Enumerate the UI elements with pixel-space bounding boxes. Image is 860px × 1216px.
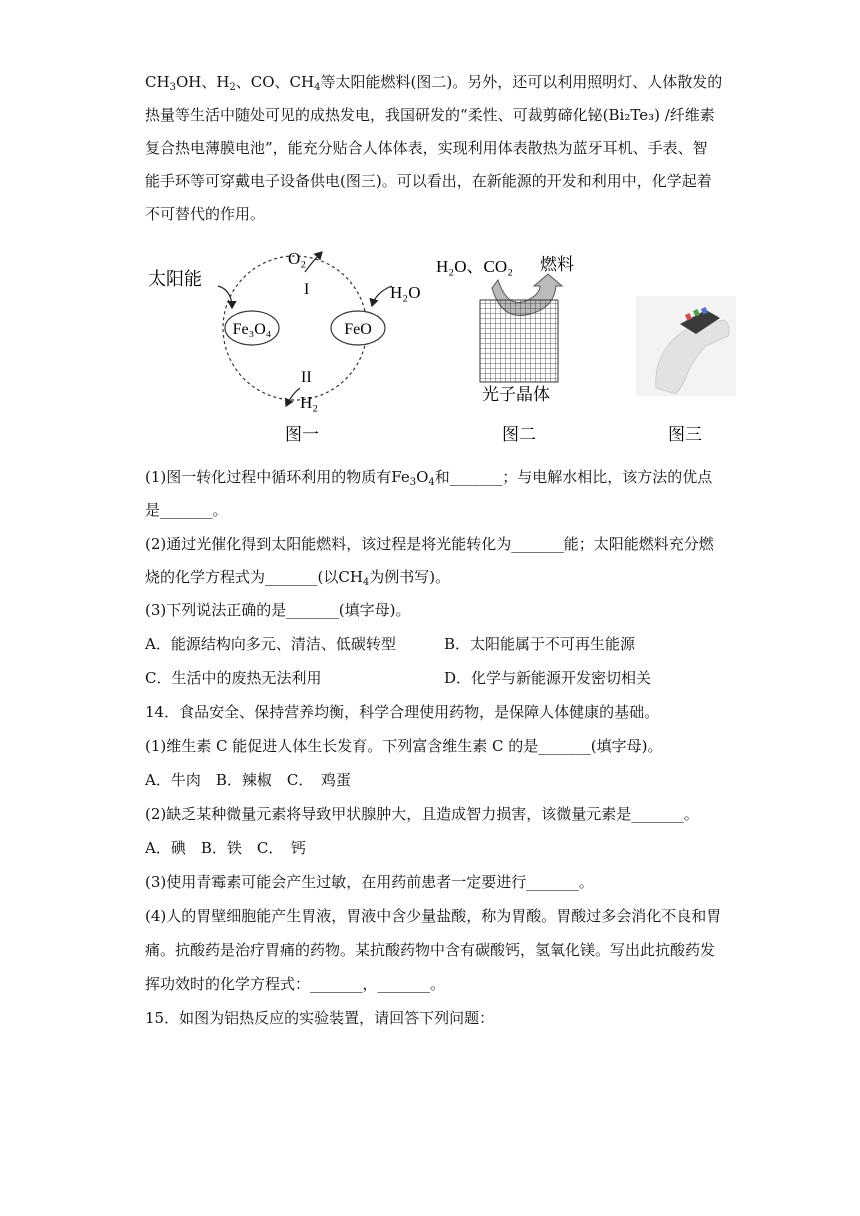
intro-line-1: $CH_3OH$、$H_2$、CO、$CH_4$等太阳能燃料(图二)。另外，还可以利用照明灯、人体散发的 [145, 73, 723, 93]
crystal-grid [480, 300, 558, 382]
q13-part-2-line-2: 烧的化学方程式为_______(以$CH_4$为例书写)。 [145, 568, 451, 588]
q13-option-d: D．化学与新能源开发密切相关 [444, 669, 652, 687]
intro-line-3: 复合热电薄膜电池”，能充分贴合人体体表，实现利用体表散热为蓝牙耳机、手表、智 [145, 139, 708, 157]
figure-3-caption: 图三 [668, 425, 702, 445]
intro-line-4: 能手环等可穿戴电子设备供电(图三)。可以看出，在新能源的开发和利用中，化学起着 [145, 172, 712, 190]
q14-part-4-line-3: 挥功效时的化学方程式：_______，_______。 [145, 975, 446, 993]
fe3o4-label: Fe₃O₄ [232, 321, 272, 338]
figure-2-photonic-crystal [430, 248, 600, 448]
q14-part-2: (2)缺乏某种微量元素将导致甲状腺肿大，且造成智力损害，该微量元素是_______。 [145, 805, 699, 823]
o2-label: O₂ [288, 249, 307, 268]
feo-label: FeO [344, 321, 372, 338]
figure-2-caption: 图二 [502, 425, 536, 445]
step-1-label: I [304, 281, 310, 298]
q15-stem: 15．如图为铝热反应的实验装置，请回答下列问题： [145, 1009, 495, 1027]
figure-3-wearable-photo [636, 296, 736, 446]
q13-option-a: A．能源结构向多元、清洁、低碳转型 [145, 635, 396, 653]
figure-1-caption: 图一 [285, 425, 319, 445]
q13-part-1-line-2: 是_______。 [145, 501, 228, 519]
q14-stem: 14．食品安全、保持营养均衡，科学合理使用药物，是保障人体健康的基础。 [145, 703, 660, 721]
solar-energy-label: 太阳能 [148, 269, 202, 289]
intro-line-2: 热量等生活中随处可见的成热发电，我国研发的“柔性、可裁剪碲化铋(Bi₂Te₃) /纤维素 [145, 106, 715, 124]
q13-option-b: B．太阳能属于不可再生能源 [444, 635, 636, 653]
q14-part-2-options: A．碘 B．铁 C． 钙 [145, 839, 306, 857]
q14-part-3: (3)使用青霉素可能会产生过敏，在用药前患者一定要进行_______。 [145, 873, 594, 891]
q14-part-4-line-2: 痛。抗酸药是治疗胃痛的药物。某抗酸药物中含有碳酸钙，氢氧化镁。写出此抗酸药发 [145, 941, 716, 959]
h2o-label: H₂O [390, 283, 421, 302]
crystal-label: 光子晶体 [482, 385, 550, 404]
q14-part-1-options: A．牛肉 B．辣椒 C． 鸡蛋 [145, 771, 351, 789]
q14-part-4-line-1: (4)人的胃壁细胞能产生胃液，胃液中含少量盐酸，称为胃酸。胃酸过多会消化不良和胃 [145, 907, 722, 925]
step-2-label: II [301, 369, 312, 386]
q13-part-2-line-1: (2)通过光催化得到太阳能燃料，该过程是将光能转化为_______能；太阳能燃料充分燃 [145, 535, 714, 553]
q14-part-1: (1)维生素 C 能促进人体生长发育。下列富含维生素 C 的是_______(填字母)。 [145, 737, 663, 755]
q13-part-1-line-1: (1)图一转化过程中循环利用的物质有$Fe_3O_4$和_______；与电解水相比，该方法的优点 [145, 468, 713, 488]
q13-part-3: (3)下列说法正确的是_______(填字母)。 [145, 601, 411, 619]
h2-label: H₂ [300, 393, 319, 412]
inputs-label: H₂O、CO₂ [436, 257, 514, 276]
q13-option-c: C．生活中的废热无法利用 [145, 669, 322, 687]
figure-1-cycle-diagram [140, 242, 450, 452]
intro-line-5: 不可替代的作用。 [145, 205, 266, 223]
fuel-label: 燃料 [540, 255, 574, 274]
